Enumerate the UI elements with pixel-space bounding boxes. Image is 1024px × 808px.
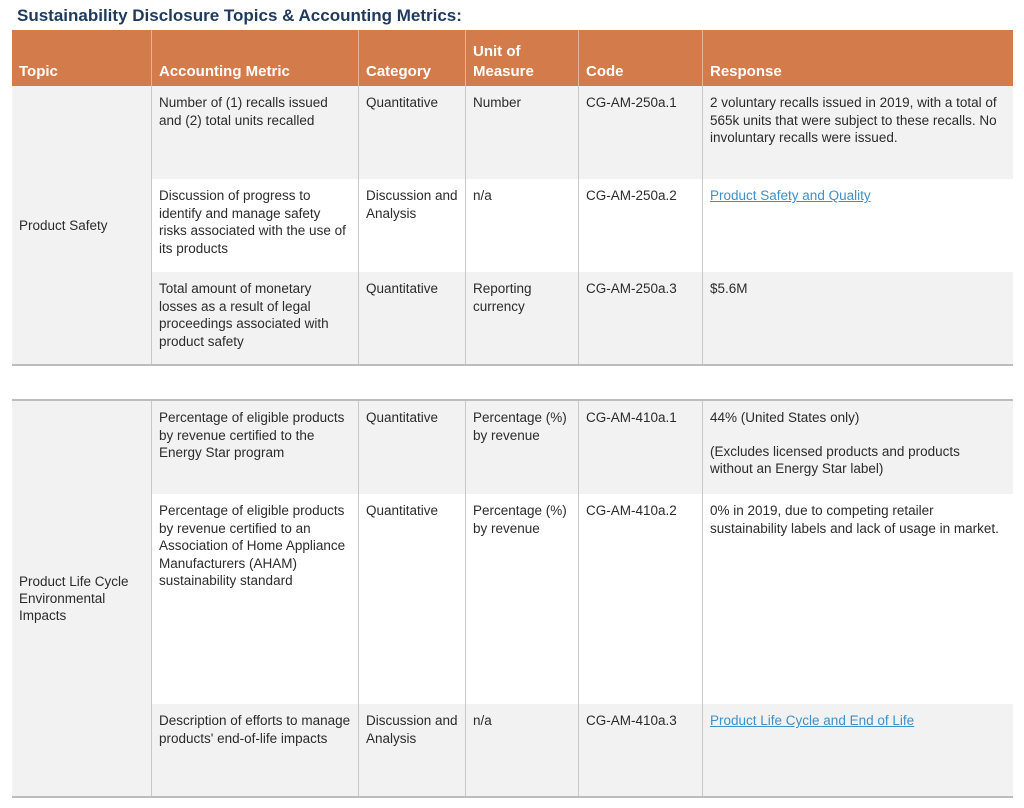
metric-cell: Percentage of eligible products by revenue certified to an Association of Home Appliance Manufacturers (AHAM) sustainability standard (152, 494, 359, 704)
header-unit: Unit of Measure (466, 30, 579, 86)
table-row (152, 494, 1013, 704)
metric-cell: Total amount of monetary losses as a result of legal proceedings associated with product safety (152, 272, 359, 364)
topic-cell: Product Safety (12, 86, 152, 364)
response-text: 44% (United States only) (710, 410, 860, 425)
disclosure-table (12, 30, 1013, 366)
category-cell: Discussion and Analysis (359, 179, 466, 272)
section-product-life-cycle (12, 399, 1013, 798)
code-cell: CG-AM-250a.1 (579, 86, 703, 179)
code-cell: CG-AM-410a.1 (579, 401, 703, 494)
table-header (12, 30, 1013, 86)
unit-cell: n/a (466, 179, 579, 272)
category-cell: Quantitative (359, 272, 466, 364)
category-cell: Discussion and Analysis (359, 704, 466, 796)
response-cell: 0% in 2019, due to competing retailer sustainability labels and lack of usage in market. (710, 503, 999, 536)
response-cell (703, 179, 1013, 272)
response-note: (Excludes licensed products and products without an Energy Star label) (710, 443, 960, 476)
metric-cell: Number of (1) recalls issued and (2) total units recalled (152, 86, 359, 179)
header-topic: Topic (12, 30, 152, 86)
code-cell: CG-AM-250a.2 (579, 179, 703, 272)
header-response: Response (710, 63, 782, 80)
table-row (152, 272, 1013, 364)
table-row (152, 704, 1013, 796)
topic-cell: Product Life Cycle Environmental Impacts (12, 401, 152, 796)
category-cell: Quantitative (359, 494, 466, 704)
unit-cell: Percentage (%) by revenue (466, 494, 579, 704)
header-category: Category (359, 30, 466, 86)
unit-cell: n/a (466, 704, 579, 796)
response-cell (703, 704, 1013, 796)
header-metric: Accounting Metric (152, 30, 359, 86)
section-product-safety (12, 86, 1013, 366)
table-row (152, 401, 1013, 494)
table-row (152, 86, 1013, 179)
header-code: Code (579, 30, 703, 86)
page-title: Sustainability Disclosure Topics & Accounting Metrics: (17, 6, 462, 25)
response-cell (703, 401, 1013, 494)
unit-cell: Reporting currency (466, 272, 579, 364)
category-cell: Quantitative (359, 401, 466, 494)
metric-cell: Discussion of progress to identify and manage safety risks associated with the use of its products (152, 179, 359, 272)
unit-cell: Percentage (%) by revenue (466, 401, 579, 494)
category-cell: Quantitative (359, 86, 466, 179)
code-cell: CG-AM-250a.3 (579, 272, 703, 364)
response-cell: $5.6M (710, 281, 748, 296)
disclosure-table-continued (12, 399, 1013, 798)
code-cell: CG-AM-410a.2 (579, 494, 703, 704)
table-row (152, 179, 1013, 272)
response-cell: 2 voluntary recalls issued in 2019, with a total of 565k units that were subject to these recalls. No involuntary recalls were issued. (710, 95, 997, 145)
unit-cell: Number (466, 86, 579, 179)
product-life-cycle-link[interactable]: Product Life Cycle and End of Life (710, 713, 915, 728)
metric-cell: Percentage of eligible products by revenue certified to the Energy Star program (152, 401, 359, 494)
product-safety-quality-link[interactable]: Product Safety and Quality (710, 188, 871, 203)
metric-cell: Description of efforts to manage products' end-of-life impacts (152, 704, 359, 796)
code-cell: CG-AM-410a.3 (579, 704, 703, 796)
